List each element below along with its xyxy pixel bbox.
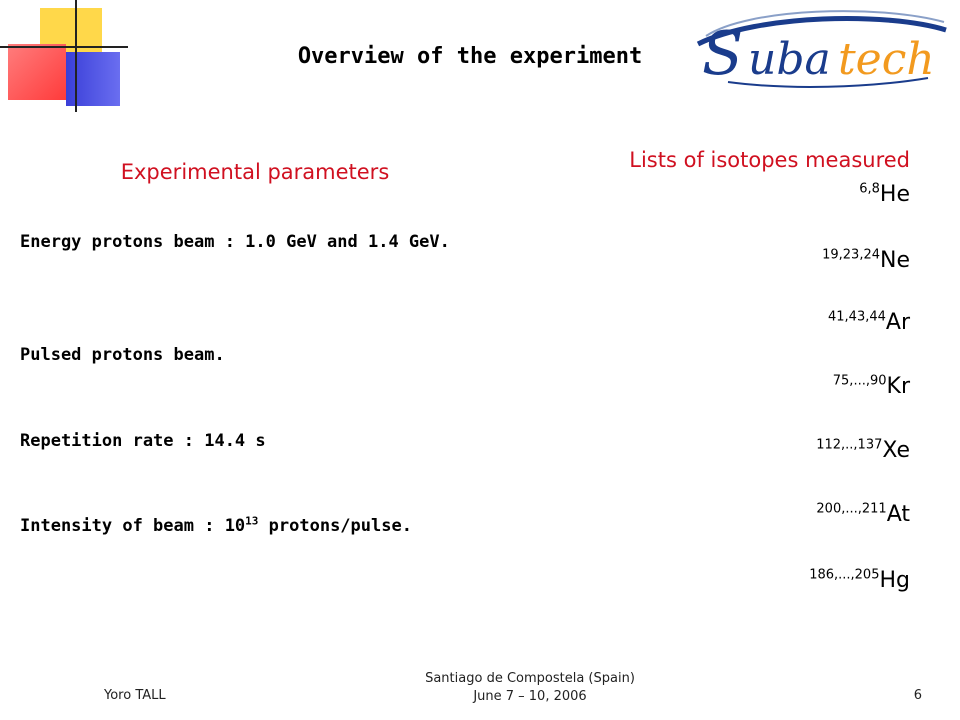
isotope-mass: 186,...,205 — [809, 567, 880, 583]
param-repetition-rate: Repetition rate : 14.4 s — [20, 431, 266, 451]
decor-horizontal-line — [0, 46, 128, 48]
param-intensity-suffix: protons/pulse. — [258, 516, 412, 536]
isotope-mass: 6,8 — [859, 181, 880, 197]
footer-page-number: 6 — [913, 688, 922, 703]
footer-author: Yoro TALL — [104, 688, 166, 703]
svg-text:S: S — [702, 19, 744, 89]
isotope-ne — [822, 248, 910, 273]
isotope-at — [816, 502, 910, 527]
isotopes-heading: Lists of isotopes measured — [629, 148, 910, 172]
param-pulsed-beam: Pulsed protons beam. — [20, 345, 225, 365]
isotope-he — [859, 182, 910, 207]
isotope-mass: 200,...,211 — [816, 501, 887, 517]
isotope-element: Xe — [882, 438, 910, 463]
isotope-element: Hg — [879, 568, 910, 593]
decor-red-block — [8, 44, 66, 100]
svg-text:tech: tech — [838, 34, 935, 85]
isotope-hg — [809, 568, 910, 593]
isotope-element: At — [886, 502, 910, 527]
isotope-mass: 41,43,44 — [828, 309, 886, 325]
slide-title: Overview of the experiment — [297, 44, 643, 69]
param-energy: Energy protons beam : 1.0 GeV and 1.4 GeV. — [20, 232, 450, 252]
footer-venue-line1: Santiago de Compostela (Spain) — [425, 671, 635, 686]
isotope-element: Ar — [885, 310, 910, 335]
footer-venue — [380, 670, 680, 706]
decor-vertical-line — [75, 0, 77, 112]
isotope-kr — [833, 374, 910, 399]
param-intensity-exponent: 13 — [245, 514, 259, 528]
param-intensity — [20, 514, 510, 539]
svg-text:uba: uba — [748, 34, 831, 85]
isotope-mass: 112,..,137 — [816, 437, 883, 453]
footer-venue-line2: June 7 – 10, 2006 — [473, 689, 587, 704]
param-intensity-prefix: Intensity of beam : 10 — [20, 516, 246, 536]
subatech-logo — [688, 4, 952, 90]
isotope-xe — [816, 438, 910, 463]
isotope-element: Ne — [880, 248, 910, 273]
isotope-mass: 75,...,90 — [832, 373, 887, 389]
experimental-parameters-heading: Experimental parameters — [120, 160, 390, 184]
isotope-element: Kr — [886, 374, 910, 399]
isotope-element: He — [879, 182, 910, 207]
isotope-ar — [828, 310, 910, 335]
isotope-mass: 19,23,24 — [822, 247, 880, 263]
